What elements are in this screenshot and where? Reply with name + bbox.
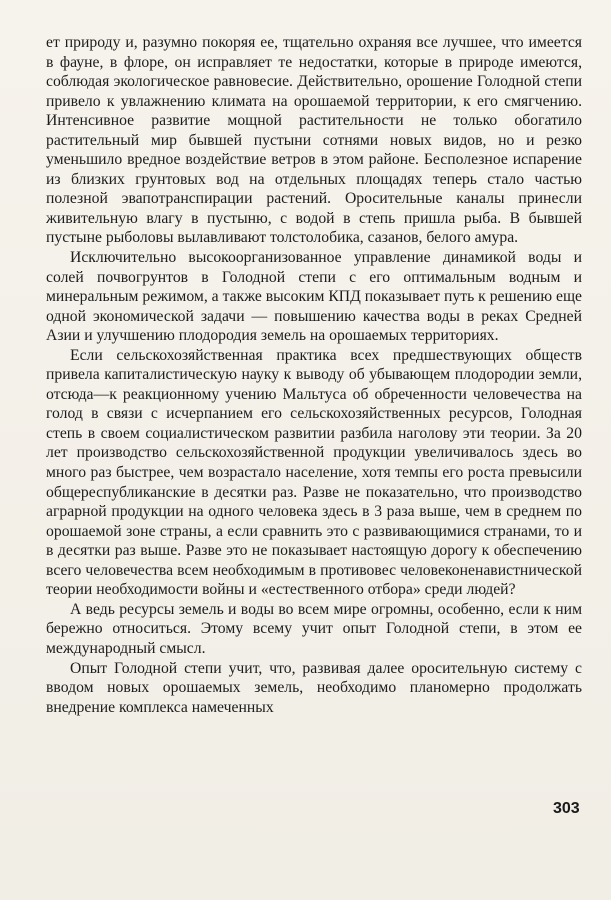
paragraph-continuation: ет природу и, разумно покоряя ее, тщательно охраняя все лучшее, что имеется в фауне, в флоре, он исправляет те недостатки, которые в природе имеются, соблюдая экологическое равновесие. Действительно, орошение Голодной степи привело к увлажнению климата на орошаемой территории, к его смягчению. Интенсивное развитие мощной растительности не только обогатило растительный мир бывшей пустыни сотнями новых видов, но и резко уменьшило вредное воздействие ветров в этом районе. Бесполезное испарение из близких грунтовых вод на отдельных площадях теперь стало частью полезной эвапотранспирации растений. Оросительные каналы принесли живительную влагу в пустыню, с водой в степь пришла рыба. В бывшей пустыне рыболовы вылавливают толстолобика, сазанов, белого амура.: [46, 34, 582, 247]
paragraph-world-resources: А ведь ресурсы земель и воды во всем мире огромны, особенно, если к ним бережно относиться. Этому всему учит опыт Голодной степи, в этом ее международный смысл.: [46, 600, 582, 657]
paragraph-malthus-critique: Если сельскохозяйственная практика всех предшествующих обществ привела капиталистическую науку к выводу об убывающем плодородии земли, отсюда—к реакционному учению Мальтуса об обреченности человечества на голод в связи с исчерпанием его сельскохозяйственных ресурсов, Голодная степь в своем социалистическом развитии разбила наголову эти теории. За 20 лет производство сельскохозяйственной продукции увеличивалось здесь во много раз быстрее, чем возрастало население, хотя темпы его роста превысили общереспубликанские в десятки раз. Разве не показательно, что производство аграрной продукции на одного человека здесь в 3 раза выше, чем в среднем по орошаемой зоне страны, а если сравнить это с развивающимися странами, то и в десятки раз выше. Разве это не показывает настоящую дорогу к обеспечению всего человечества всем необходимым в противовес человеконенавистнической теории необходимости войны и «естественного отбора» среди людей?: [46, 346, 582, 599]
paragraph-water-salt-management: Исключительно высокоорганизованное управление динамикой воды и солей почвогрунтов в Голодной степи с его оптимальным водным и минеральным режимом, а также высоким КПД показывает путь к решению еще одной экономической задачи — повышению качества воды в реках Средней Азии и улучшению плодородия земель на орошаемых территориях.: [46, 249, 582, 345]
body-text: [46, 33, 582, 717]
page-number: 303: [553, 800, 580, 817]
paragraph-experience-teaches: Опыт Голодной степи учит, что, развивая далее оросительную систему с вводом новых орошаемых земель, необходимо планомерно продолжать внедрение комплекса намеченных: [46, 659, 582, 716]
